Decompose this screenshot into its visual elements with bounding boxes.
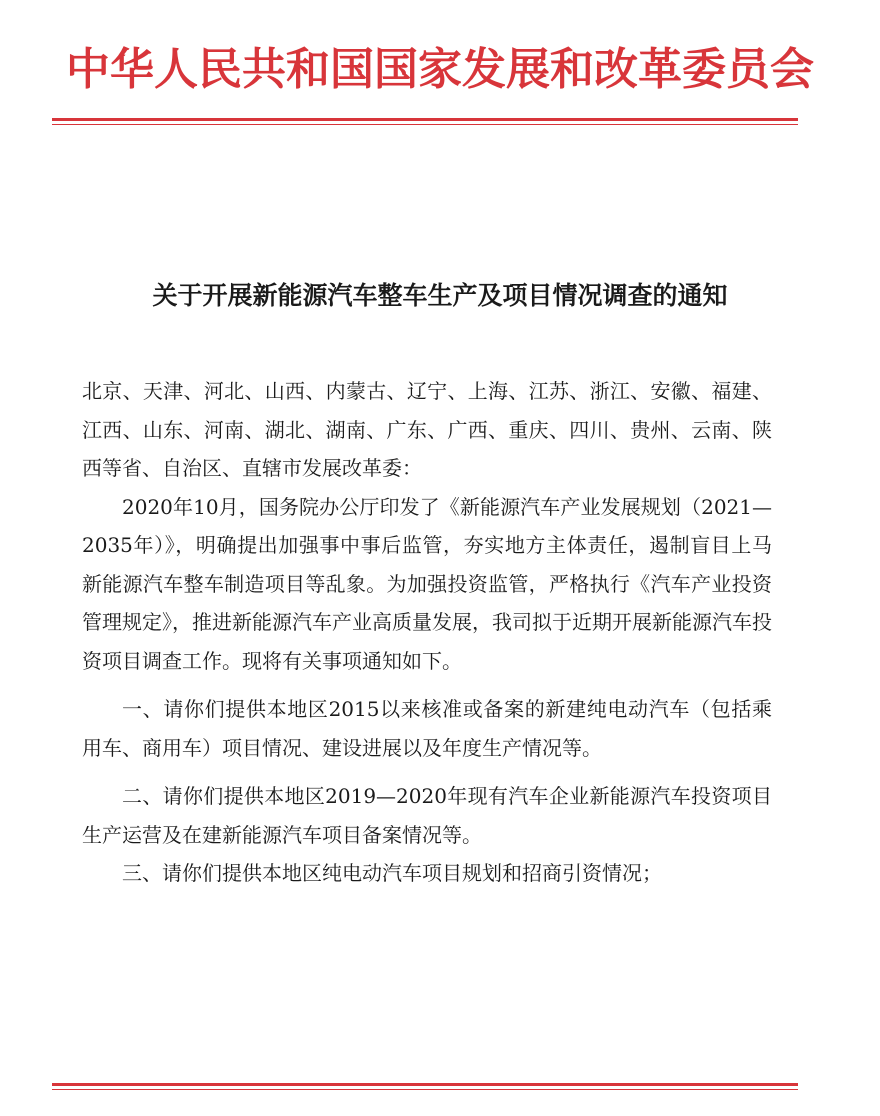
document-body (82, 372, 772, 893)
letterhead-divider (52, 118, 798, 125)
divider-thick-line (52, 118, 798, 121)
footer-divider-thick-line (52, 1083, 798, 1086)
divider-thin-line (52, 124, 798, 125)
letterhead-issuer: 中华人民共和国国家发展和改革委员会 (66, 44, 814, 95)
paragraph-intro: 2020年10月，国务院办公厅印发了《新能源汽车产业发展规划（2021—2035年）》，明确提出加强事中事后监管，夯实地方主体责任，遏制盲目上马新能源汽车整车制造项目等乱象。为加强投资监管，严格执行《汽车产业投资管理规定》，推进新能源汽车产业高质量发展，我司拟于近期开展新能源汽车投资项目调查工作。现将有关事项通知如下。 (82, 494, 772, 673)
footer-divider (52, 1083, 798, 1090)
footer-divider-thin-line (52, 1089, 798, 1090)
document-title: 关于开展新能源汽车整车生产及项目情况调查的通知 (152, 281, 728, 310)
addressee-line: 北京、天津、河北、山西、内蒙古、辽宁、上海、江苏、浙江、安徽、福建、江西、山东、河南、湖北、湖南、广东、广西、重庆、四川、贵州、云南、陕西等省、自治区、直辖市发展改革委： (82, 379, 772, 480)
paragraph-item-1: 一、请你们提供本地区2015以来核准或备案的新建纯电动汽车（包括乘用车、商用车）项目情况、建设进展以及年度生产情况等。 (82, 697, 772, 760)
paragraph-item-2: 二、请你们提供本地区2019—2020年现有汽车企业新能源汽车投资项目生产运营及在建新能源汽车项目备案情况等。 (82, 784, 772, 847)
paragraph-item-3: 三、请你们提供本地区纯电动汽车项目规划和招商引资情况； (122, 861, 662, 885)
